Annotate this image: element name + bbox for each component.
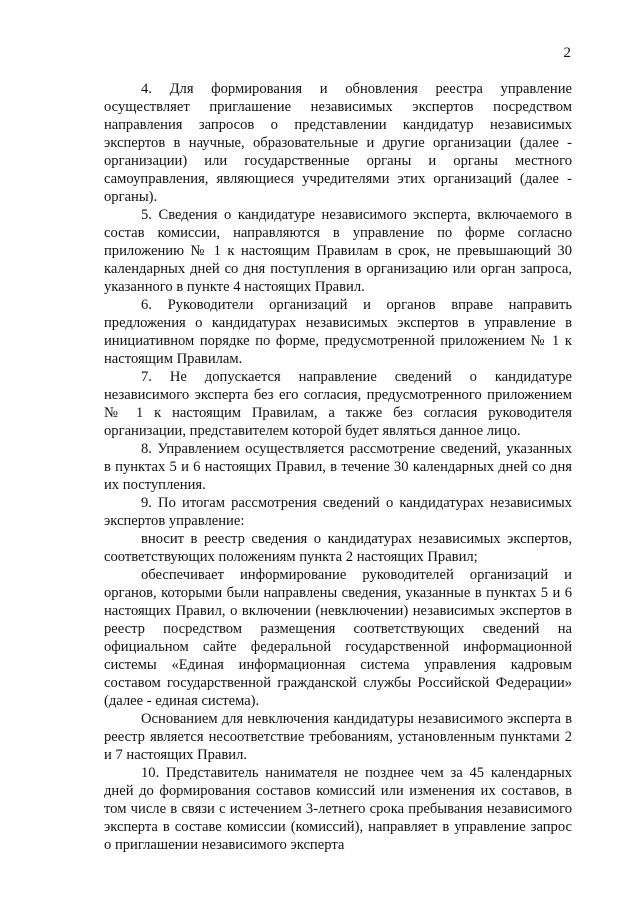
document-body bbox=[104, 80, 572, 854]
paragraph-9-grounds: Основанием для невключения кандидатуры независимого эксперта в реестр является несоответствие требованиям, установленным пунктами 2 и 7 настоящих Правил. bbox=[104, 711, 572, 763]
paragraph-5: 5. Сведения о кандидатуре независимого эксперта, включаемого в состав комиссии, направляются в управление по форме согласно приложению № 1 к настоящим Правилам в срок, не превышающий 30 календарных дней со дня поступления в организацию или орган запроса, указанного в пункте 4 настоящих Правил. bbox=[104, 207, 572, 295]
paragraph-9-item-2: обеспечивает информирование руководителей организаций и органов, которыми были направлены сведения, указанные в пунктах 5 и 6 настоящих Правил, о включении (невключении) независимых экспертов в реестр посредством размещения соответствующих сведений на официальном сайте федеральной государственной информационной системы «Единая информационная система управления кадровым составом государственной гражданской службы Российской Федерации» (далее - единая система). bbox=[104, 567, 572, 709]
paragraph-4: 4. Для формирования и обновления реестра управление осуществляет приглашение независимых экспертов посредством направления запросов о представлении кандидатур независимых экспертов в научные, образовательные и другие организации (далее - организации) или государственные органы и органы местного самоуправления, являющиеся учредителями этих организаций (далее - органы). bbox=[104, 81, 572, 205]
paragraph-6: 6. Руководители организаций и органов вправе направить предложения о кандидатурах независимых экспертов в управление в инициативном порядке по форме, предусмотренной приложением № 1 к настоящим Правилам. bbox=[104, 297, 572, 367]
paragraph-10: 10. Представитель нанимателя не позднее чем за 45 календарных дней до формирования составов комиссий или изменения их составов, в том числе в связи с истечением 3-летнего срока пребывания независимого эксперта в составе комиссии (комиссий), направляет в управление запрос о приглашении независимого эксперта bbox=[104, 765, 572, 853]
paragraph-7: 7. Не допускается направление сведений о кандидатуре независимого эксперта без его согласия, предусмотренного приложением № 1 к настоящим Правилам, а также без согласия руководителя организации, представителем которой будет являться данное лицо. bbox=[104, 369, 572, 439]
page-number: 2 bbox=[563, 45, 571, 61]
paragraph-9: 9. По итогам рассмотрения сведений о кандидатурах независимых экспертов управление: bbox=[104, 495, 572, 529]
paragraph-8: 8. Управлением осуществляется рассмотрение сведений, указанных в пунктах 5 и 6 настоящих Правил, в течение 30 календарных дней со дня их поступления. bbox=[104, 441, 572, 493]
paragraph-9-item-1: вносит в реестр сведения о кандидатурах независимых экспертов, соответствующих положениям пункта 2 настоящих Правил; bbox=[104, 531, 572, 565]
